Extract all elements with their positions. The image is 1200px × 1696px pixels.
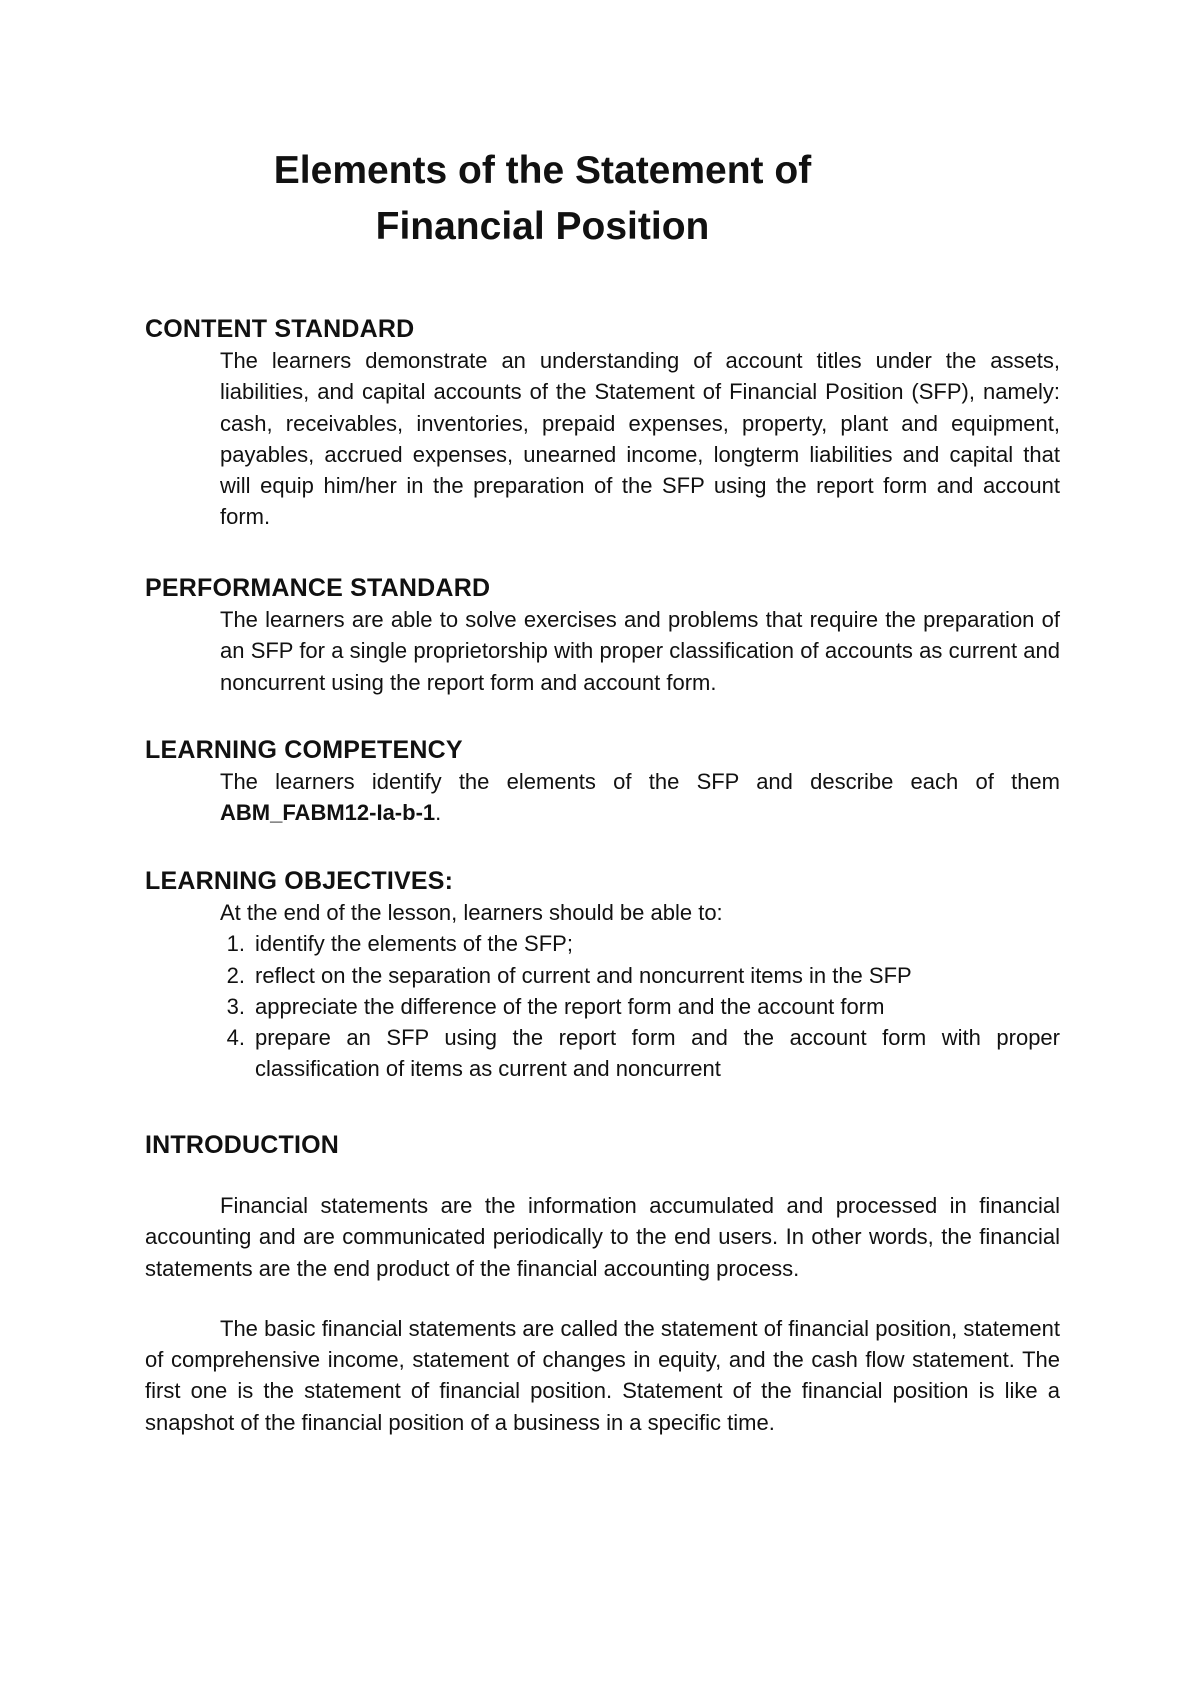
introduction-heading: INTRODUCTION — [145, 1131, 340, 1159]
introduction-paragraph-1: Financial statements are the information accumulated and processed in financial accounting and are communicated periodically to the end users. In other words, the financial statements are the end product of the financial accounting process. — [145, 1193, 1060, 1281]
list-item — [220, 960, 1060, 991]
title-line-1: Elements of the Statement of — [273, 149, 812, 192]
performance-standard-section — [145, 572, 1065, 698]
list-item-number: 1. — [226, 931, 245, 957]
learning-objectives-heading: LEARNING OBJECTIVES: — [145, 867, 454, 895]
learning-objectives-intro: At the end of the lesson, learners should be able to: — [220, 900, 723, 925]
list-item-text: reflect on the separation of current and noncurrent items in the SFP — [255, 962, 912, 988]
title-line-2: Financial Position — [375, 205, 710, 248]
introduction-paragraph-2: The basic financial statements are called the statement of financial position, statement of comprehensive income, statement of changes in equity, and the cash flow statement. The first one is the statement of financial position. Statement of the financial position is like a snapshot of the financial position of a business in a specific time. — [145, 1315, 1060, 1435]
learning-competency-text — [220, 766, 1060, 829]
competency-period: . — [435, 800, 442, 826]
learning-competency-description: The learners identify the elements of the SFP and describe each of them — [220, 769, 1060, 794]
content-standard-text: The learners demonstrate an understanding of account titles under the assets, liabilities, and capital accounts of the Statement of Financial Position (SFP), namely: cash, receivables, inventories, prepaid expenses, property, plant and equipment, payables, accrued expenses, unearned income, longterm liabilities and capital that will equip him/her in the preparation of the SFP using the report form and account form. — [220, 348, 1060, 530]
learning-competency-section — [145, 734, 1065, 829]
list-item — [220, 1022, 1060, 1085]
learning-competency-heading: LEARNING COMPETENCY — [145, 736, 463, 764]
introduction-section — [145, 1129, 1065, 1438]
list-item-text: identify the elements of the SFP; — [255, 931, 573, 957]
learning-objectives-section — [145, 865, 1065, 1085]
content-standard-section — [145, 313, 1065, 533]
performance-standard-text: The learners are able to solve exercises and problems that require the preparation of an SFP for a single proprietorship with proper classification of accounts as current and noncurrent using the report form and account form. — [220, 607, 1060, 695]
list-item — [220, 991, 1060, 1022]
objectives-list — [145, 928, 1060, 1084]
competency-code: ABM_FABM12-Ia-b-1 — [220, 800, 436, 826]
list-item-text: appreciate the difference of the report form and the account form — [255, 993, 885, 1019]
list-item-text: prepare an SFP using the report form and the account form with proper classification of items as current and noncurrent — [255, 1025, 1060, 1082]
list-item-number: 3. — [226, 993, 245, 1019]
list-item — [220, 928, 1060, 959]
list-item-number: 4. — [226, 1025, 245, 1051]
content-standard-heading: CONTENT STANDARD — [145, 315, 415, 343]
page-title — [145, 143, 940, 255]
list-item-number: 2. — [226, 962, 245, 988]
performance-standard-heading: PERFORMANCE STANDARD — [145, 574, 491, 602]
